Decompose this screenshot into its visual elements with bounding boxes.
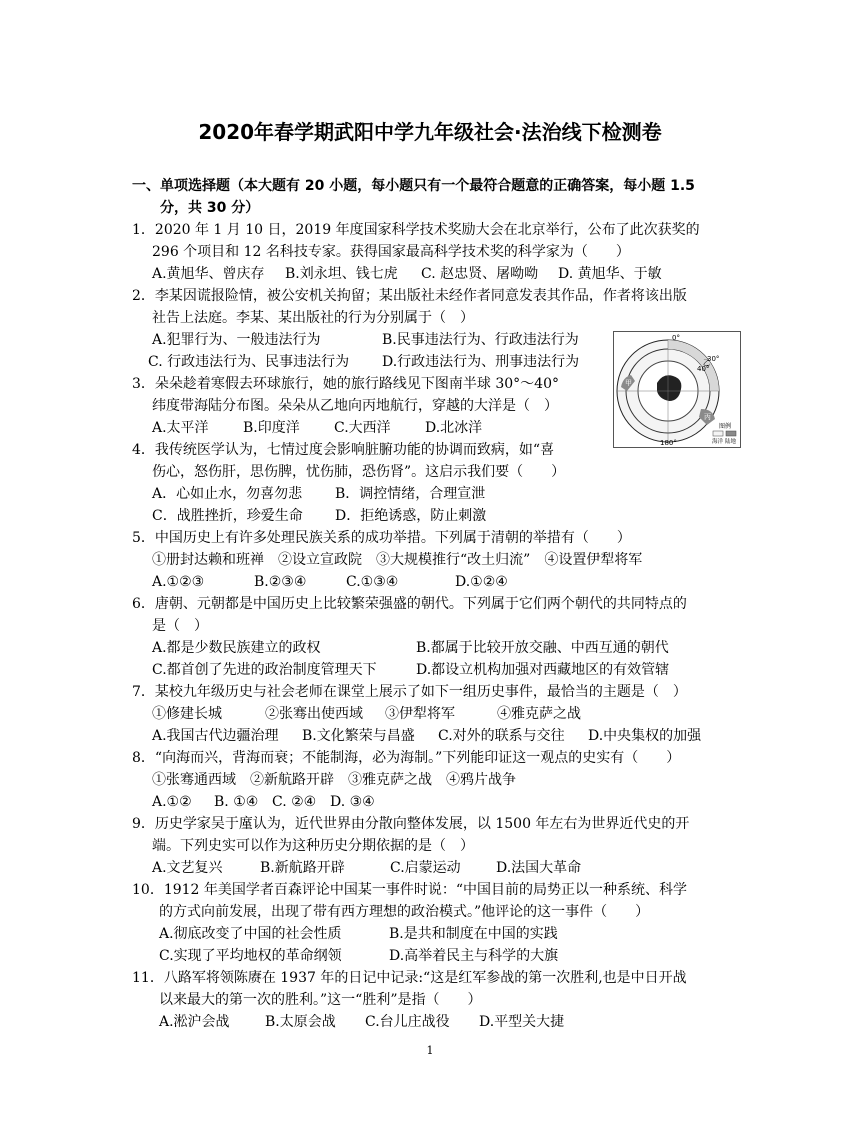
q10-option-c: C.实现了平均地权的革命纲领	[159, 948, 342, 964]
q4-option-d: D．拒绝诱惑，防止刺激	[335, 508, 487, 524]
map-label-west: 甲	[625, 379, 632, 387]
q11-option-a: A.淞沪会战	[159, 1014, 230, 1030]
q7-option-d: D.中央集权的加强	[588, 728, 702, 744]
q2-options-row1	[152, 329, 579, 351]
q1-options	[152, 263, 662, 285]
q11-option-d: D.平型关大捷	[479, 1014, 565, 1030]
q3-option-b: B.印度洋	[243, 420, 300, 436]
q11-option-c: C.台儿庄战役	[365, 1014, 450, 1030]
q2-stem-line2: 社告上法庭。李某、某出版社的行为分别属于（ ）	[152, 310, 474, 326]
q2-option-b: B.民事违法行为、行政违法行为	[382, 332, 579, 348]
q3-options	[152, 417, 482, 439]
q11-option-b: B.太原会战	[265, 1014, 336, 1030]
q6-option-b: B.都属于比较开放交融、中西互通的朝代	[416, 640, 669, 656]
section-heading	[132, 175, 732, 219]
q4-options-row2	[152, 505, 486, 527]
q6-options-row2	[152, 659, 669, 681]
q9-option-b: B.新航路开辟	[260, 860, 345, 876]
q2-options-row2	[148, 351, 579, 373]
q3-stem-line2: 纬度带海陆分布图。朵朵从乙地向丙地航行，穿越的大洋是（ ）	[152, 398, 558, 414]
q10-option-d: D.高举着民主与科学的大旗	[389, 948, 559, 964]
q5-option-c: C.①③④	[346, 574, 399, 590]
q6-options-row1	[152, 637, 669, 659]
q7-event-3: ③伊犁将军	[385, 706, 455, 722]
q8-option-d: D. ③④	[330, 794, 375, 810]
q4-option-a: A．心如止水，勿喜勿悲	[152, 486, 303, 502]
map-label-180: 180°	[660, 439, 677, 447]
map-legend-land-swatch	[726, 431, 736, 436]
map-label-0: 0°	[672, 334, 680, 342]
q2-stem-line1: 2．李某因谎报险情，被公安机关拘留；某出版社未经作者同意发表其作品，作者将该出版	[132, 288, 687, 304]
q9-stem-line2: 端。下列史实可以作为这种历史分期依据的是（ ）	[152, 838, 474, 854]
q10-options-row2	[159, 945, 558, 967]
q9-options	[152, 857, 581, 879]
section-heading-line2: 分，共 30 分）	[160, 200, 260, 216]
q6-stem-line2: 是（ ）	[152, 618, 208, 634]
map-label-south: 丙	[704, 413, 711, 421]
q9-option-a: A.文艺复兴	[152, 860, 223, 876]
q8-stem-line2: ①张骞通西域 ②新航路开辟 ③雅克萨之战 ④鸦片战争	[152, 772, 516, 788]
q9-option-d: D.法国大革命	[496, 860, 582, 876]
q1-option-d: D. 黄旭华、于敏	[558, 266, 662, 282]
map-legend-ocean-swatch	[713, 431, 723, 436]
q2-option-c: C. 行政违法行为、民事违法行为	[148, 354, 350, 370]
q10-stem-line1: 10．1912 年美国学者百森评论中国某一事件时说：“中国目前的局势正以一种系统、科学	[132, 882, 688, 898]
q10-option-b: B.是共和制度在中国的实践	[389, 926, 558, 942]
q11-stem-line2: 以来最大的第一次的胜利。”这一“胜利”是指（ ）	[159, 992, 482, 1008]
q2-option-a: A.犯罪行为、一般违法行为	[152, 332, 321, 348]
q6-option-c: C.都首创了先进的政治制度管理天下	[152, 662, 377, 678]
q11-stem-line1: 11．八路军将领陈赓在 1937 年的日记中记录:“这是红军参战的第一次胜利,也是中日开战	[132, 970, 687, 986]
q5-stem-line2: ①册封达赖和班禅 ②设立宣政院 ③大规模推行“改土归流” ④设置伊犁将军	[152, 552, 643, 568]
q7-event-4: ④雅克萨之战	[497, 706, 581, 722]
q3-option-d: D.北冰洋	[425, 420, 483, 436]
q3-option-a: A.太平洋	[152, 420, 209, 436]
q10-option-a: A.彻底改变了中国的社会性质	[159, 926, 342, 942]
q11-options	[159, 1011, 564, 1033]
q6-option-a: A.都是少数民族建立的政权	[152, 640, 321, 656]
q7-options	[152, 725, 701, 747]
q2-option-d: D.行政违法行为、刑事违法行为	[382, 354, 580, 370]
q4-stem-line1: 4．我传统医学认为，七情过度会影响脏腑功能的协调而致病，如“喜	[132, 442, 555, 458]
page-title: 2020年春学期武阳中学九年级社会·法治线下检测卷	[198, 120, 662, 144]
q7-stem-line1: 7．某校九年级历史与社会老师在课堂上展示了如下一组历史事件，最恰当的主题是（ ）	[132, 684, 687, 700]
q7-events	[152, 703, 581, 725]
q8-options	[152, 791, 375, 813]
section-heading-line1: 一、单项选择题（本大题有 20 小题，每小题只有一个最符合题意的正确答案，每小题 1.5	[132, 178, 695, 194]
q8-stem-line1: 8．“向海而兴，背海而衰；不能制海，必为海制。”下列能印证这一观点的史实有（ ）	[132, 750, 681, 766]
q7-event-2: ②张骞出使西域	[265, 706, 363, 722]
map-legend-ocean: 海洋	[712, 439, 724, 445]
map-legend-land: 陆地	[725, 439, 737, 445]
q7-option-c: C.对外的联系与交往	[438, 728, 565, 744]
q3-stem-line1: 3．朵朵趁着寒假去环球旅行，她的旅行路线见下图南半球 30°～40°	[132, 376, 559, 392]
q3-option-c: C.大西洋	[334, 420, 391, 436]
q7-event-1: ①修建长城	[152, 706, 222, 722]
q1-option-a: A.黄旭华、曾庆存	[152, 266, 265, 282]
q4-stem-line2: 伤心，怒伤肝，思伤脾，忧伤肺，恐伤肾”。这启示我们要（ ）	[152, 464, 566, 480]
q10-options-row1	[159, 923, 558, 945]
map-label-40: 40°	[697, 365, 710, 373]
q1-stem-line2: 296 个项目和 12 名科技专家。获得国家最高科学技术奖的科学家为（ ）	[152, 244, 630, 260]
q7-option-a: A.我国古代边疆治理	[152, 728, 279, 744]
q10-stem-line2: 的方式向前发展，出现了带有西方理想的政治模式。”他评论的这一事件（ ）	[159, 904, 650, 920]
q4-option-b: B．调控情绪，合理宣泄	[335, 486, 486, 502]
q1-stem-line1: 1．2020 年 1 月 10 日，2019 年度国家科学技术奖励大会在北京举行，公布了此次获奖的	[132, 222, 700, 238]
q1-option-b: B.刘永坦、钱七虎	[285, 266, 398, 282]
q9-stem-line1: 9．历史学家吴于廑认为，近代世界由分散向整体发展，以 1500 年左右为世界近代史的开	[132, 816, 690, 832]
q7-option-b: B.文化繁荣与昌盛	[302, 728, 415, 744]
map-label-east: 乙	[703, 359, 710, 367]
map-label-30: 30°	[707, 355, 720, 363]
q4-option-c: C．战胜挫折，珍爱生命	[152, 508, 303, 524]
q8-option-c: C. ②④	[272, 794, 317, 810]
q4-options-row1	[152, 483, 485, 505]
page-number: 1	[426, 1044, 434, 1057]
q5-option-d: D.①②④	[455, 574, 508, 590]
q5-option-a: A.①②③	[152, 574, 205, 590]
q5-stem-line1: 5．中国历史上有许多处理民族关系的成功举措。下列属于清朝的举措有（ ）	[132, 530, 631, 546]
q1-option-c: C. 赵忠贤、屠呦呦	[421, 266, 539, 282]
q6-stem-line1: 6．唐朝、元朝都是中国历史上比较繁荣强盛的朝代。下列属于它们两个朝代的共同特点的	[132, 596, 687, 612]
q5-options	[152, 571, 508, 593]
q5-option-b: B.②③④	[254, 574, 307, 590]
q6-option-d: D.都设立机构加强对西藏地区的有效管辖	[416, 662, 670, 678]
map-legend-title: 图例	[719, 423, 732, 430]
southern-hemisphere-map	[613, 331, 741, 448]
q8-option-a: A.①②	[152, 794, 192, 810]
q9-option-c: C.启蒙运动	[390, 860, 461, 876]
q8-option-b: B. ①④	[214, 794, 259, 810]
